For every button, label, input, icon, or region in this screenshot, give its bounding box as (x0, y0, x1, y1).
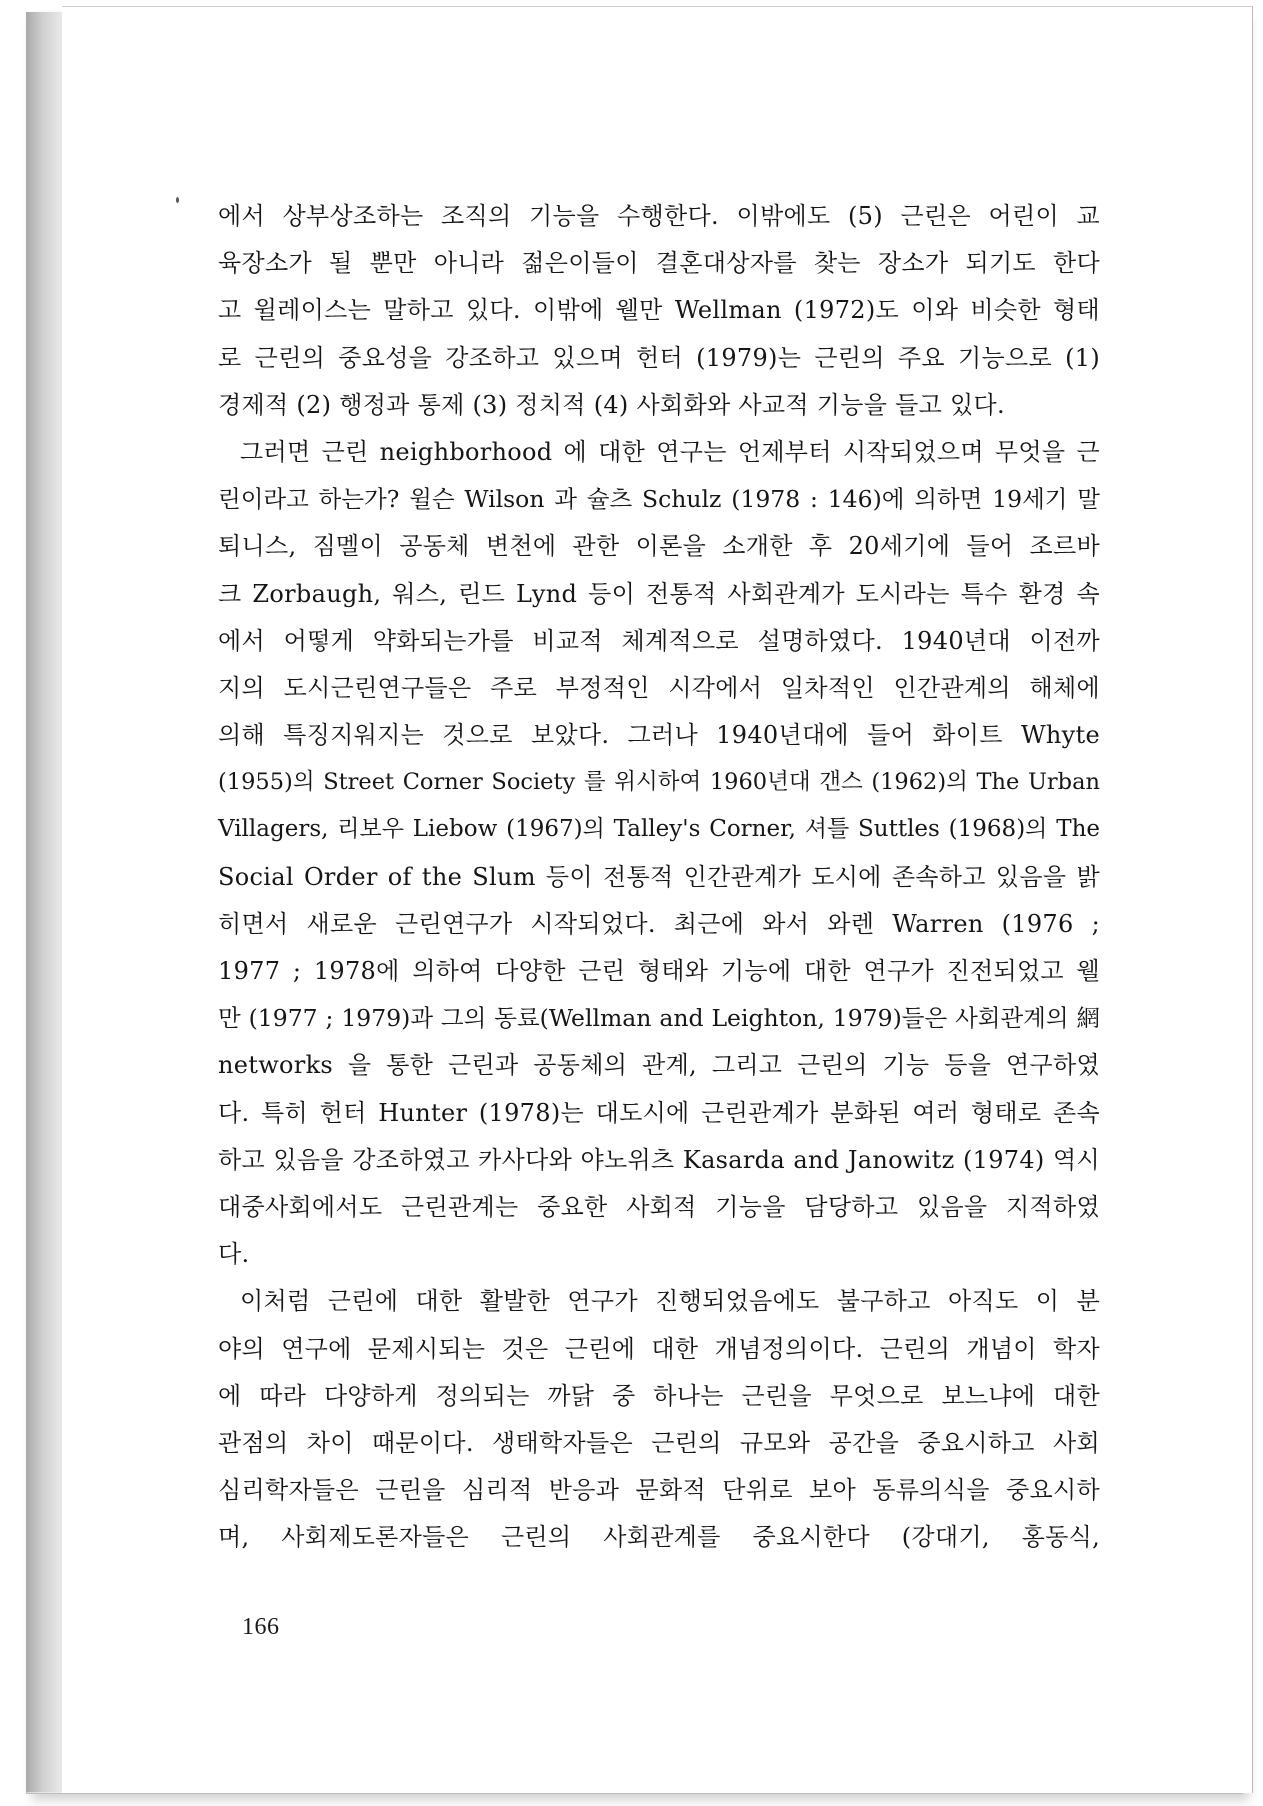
paragraph-3 (218, 1278, 1100, 1561)
text-line: 에서 상부상조하는 조직의 기능을 수행한다. 이밖에도 (5) 근린은 어린이 교 (218, 202, 1100, 230)
text-line: 퇴니스, 짐멜이 공동체 변천에 관한 이론을 소개한 후 20세기에 들어 조르바 (218, 532, 1100, 561)
text-line: 로 근린의 중요성을 강조하고 있으며 헌터 (1979)는 근린의 주요 기능으로 (1) (218, 343, 1100, 372)
text-line: 그러면 근린 neighborhood 에 대한 연구는 언제부터 시작되었으며 무엇을 근 (240, 437, 1100, 466)
text-line: 관점의 차이 때문이다. 생태학자들은 근린의 규모와 공간을 중요시하고 사회 (218, 1428, 1100, 1457)
text-line: 크 Zorbaugh, 워스, 린드 Lynd 등이 전통적 사회관계가 도시라는 특수 환경 속 (218, 579, 1100, 608)
text-line: 다. (218, 1240, 250, 1269)
text-line: 야의 연구에 문제시되는 것은 근린에 대한 개념정의이다. 근린의 개념이 학자 (218, 1334, 1100, 1363)
text-line: 지의 도시근린연구들은 주로 부정적인 시각에서 일차적인 인간관계의 해체에 (218, 673, 1100, 702)
text-line: 경제적 (2) 행정과 통제 (3) 정치적 (4) 사회화와 사교적 기능을 들고 있다. (218, 390, 1005, 419)
book-spine (26, 12, 63, 1792)
text-line: 고 윌레이스는 말하고 있다. 이밖에 웰만 Wellman (1972)도 이와 비슷한 형태 (218, 296, 1100, 325)
text-line: Social Order of the Slum 등이 전통적 인간관계가 도시에 존속하고 있음을 밝 (218, 862, 1100, 891)
text-line: 만 (1977 ; 1979)과 그의 동료(Wellman and Leighton, 1979)들은 사회관계의 網 (218, 1004, 1100, 1033)
text-line: 다. 특히 헌터 Hunter (1978)는 대도시에 근린관계가 분화된 여러 형태로 존속 (218, 1098, 1100, 1127)
text-line: 하고 있음을 강조하였고 카사다와 야노위츠 Kasarda and Janowitz (1974) 역시 (218, 1145, 1100, 1174)
text-line: (1955)의 Street Corner Society 를 위시하여 1960년대 갠스 (1962)의 The Urban (218, 769, 1100, 796)
text-line: 육장소가 될 뿐만 아니라 젊은이들이 결혼대상자를 찾는 장소가 되기도 한다 (218, 249, 1100, 278)
text-line: 며, 사회제도론자들은 근린의 사회관계를 중요시한다 (강대기, 홍동식, (218, 1523, 1100, 1552)
text-line: 에서 어떻게 약화되는가를 비교적 체계적으로 설명하였다. 1940년대 이전까 (218, 626, 1100, 655)
text-line: 심리학자들은 근린을 심리적 반응과 문화적 단위로 보아 동류의식을 중요시하 (218, 1476, 1100, 1505)
text-line: Villagers, 리보우 Liebow (1967)의 Talley's Corner, 셔틀 Suttles (1968)의 The (218, 816, 1100, 843)
page-number: 166 (242, 1614, 280, 1640)
scan-speck (176, 197, 179, 203)
text-line: 히면서 새로운 근린연구가 시작되었다. 최근에 와서 와렌 Warren (1976 ; (218, 909, 1100, 938)
text-line: 린이라고 하는가? 윌슨 Wilson 과 슐츠 Schulz (1978 : 146)에 의하면 19세기 말 (218, 485, 1100, 514)
text-line: 대중사회에서도 근린관계는 중요한 사회적 기능을 담당하고 있음을 지적하였 (218, 1192, 1100, 1221)
text-line: networks 을 통한 근린과 공동체의 관계, 그리고 근린의 기능 등을 연구하였 (218, 1051, 1100, 1080)
paragraph-1 (218, 193, 1100, 429)
text-line: 의해 특징지워지는 것으로 보았다. 그러나 1940년대에 들어 화이트 Whyte (218, 721, 1100, 750)
text-line: 에 따라 다양하게 정의되는 까닭 중 하나는 근린을 무엇으로 보느냐에 대한 (218, 1381, 1100, 1410)
text-line: 1977 ; 1978에 의하여 다양한 근린 형태와 기능에 대한 연구가 진전되었고 웰 (218, 957, 1100, 985)
body-text (218, 193, 1100, 1561)
paragraph-2 (218, 429, 1100, 1278)
text-line: 이처럼 근린에 대한 활발한 연구가 진행되었음에도 불구하고 아직도 이 분 (240, 1287, 1100, 1316)
